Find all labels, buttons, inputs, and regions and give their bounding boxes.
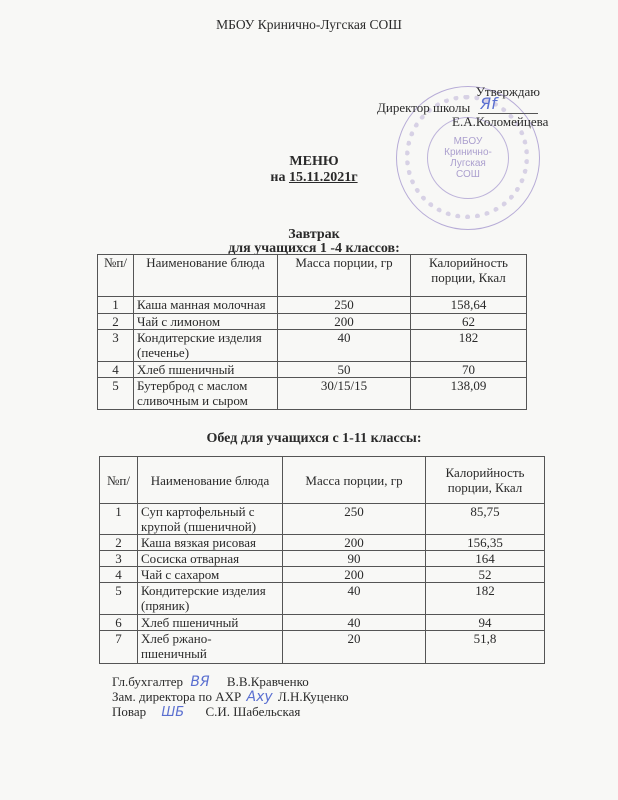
row-kcal: 158,64	[411, 297, 527, 314]
table-row	[100, 631, 545, 664]
organization-name: МБОУ Кринично-Лугская СОШ	[216, 17, 402, 32]
signature-role: Зам. директора по АХР	[112, 689, 242, 704]
menu-date-value: 15.11.2021г	[288, 170, 358, 185]
row-kcal: 62	[411, 314, 527, 330]
col-header-name: Наименование блюда	[138, 457, 283, 504]
row-kcal: 164	[426, 551, 545, 567]
col-header-name: Наименование блюда	[134, 255, 278, 297]
row-kcal: 156,35	[426, 535, 545, 551]
col-header-number: №п/	[100, 457, 138, 504]
table-row	[98, 362, 527, 378]
row-number: 2	[100, 535, 138, 551]
row-number: 4	[98, 362, 134, 378]
signature-role: Гл.бухгалтер	[112, 674, 184, 689]
breakfast-heading: Завтрак	[288, 227, 340, 242]
col-header-mass: Масса порции, гр	[283, 457, 426, 504]
row-kcal: 94	[426, 615, 545, 631]
breakfast-table	[97, 254, 527, 410]
row-mass: 40	[283, 615, 426, 631]
signature-name: Л.Н.Куценко	[277, 689, 349, 704]
stamp-line: Лугская	[450, 158, 486, 169]
menu-date	[0, 170, 618, 186]
table-row	[100, 535, 545, 551]
col-header-mass: Масса порции, гр	[278, 255, 411, 297]
row-dish: Хлеб ржано-пшеничный	[138, 631, 283, 664]
row-kcal: 51,8	[426, 631, 545, 664]
row-dish: Бутерброд с маслом сливочным и сыром	[134, 378, 278, 410]
row-dish: Каша манная молочная	[134, 297, 278, 314]
row-number: 5	[98, 378, 134, 410]
row-dish: Каша вязкая рисовая	[138, 535, 283, 551]
row-dish: Хлеб пшеничный	[138, 615, 283, 631]
row-mass: 250	[278, 297, 411, 314]
row-kcal: 138,09	[411, 378, 527, 410]
signature-role: Повар	[112, 704, 147, 719]
row-dish: Сосиска отварная	[138, 551, 283, 567]
row-kcal: 70	[411, 362, 527, 378]
signature-accountant	[112, 674, 309, 690]
table-row	[98, 314, 527, 330]
row-dish: Чай с сахаром	[138, 567, 283, 583]
director-label: Директор школы	[377, 100, 471, 115]
menu-title: МЕНЮ	[289, 154, 339, 169]
row-dish: Кондитерские изделия (пряник)	[138, 583, 283, 615]
row-kcal: 85,75	[426, 504, 545, 535]
table-row	[100, 583, 545, 615]
signature-mark: ВЯ	[190, 674, 210, 690]
table-row	[98, 378, 527, 410]
table-row	[100, 504, 545, 535]
lunch-table	[99, 456, 545, 664]
row-mass: 40	[278, 330, 411, 362]
row-mass: 30/15/15	[278, 378, 411, 410]
row-mass: 200	[283, 535, 426, 551]
row-dish: Суп картофельный с крупой (пшеничной)	[138, 504, 283, 535]
date-prefix: на	[270, 170, 286, 185]
row-number: 6	[100, 615, 138, 631]
row-number: 3	[100, 551, 138, 567]
row-dish: Кондитерские изделия (печенье)	[134, 330, 278, 362]
row-mass: 40	[283, 583, 426, 615]
lunch-heading: Обед для учащихся с 1-11 классы:	[206, 431, 422, 446]
col-header-number: №п/	[98, 255, 134, 297]
row-kcal: 182	[426, 583, 545, 615]
breakfast-subheading: для учащихся 1 -4 классов:	[228, 241, 400, 256]
row-number: 7	[100, 631, 138, 664]
director-signature: Яf	[480, 94, 497, 113]
row-number: 2	[98, 314, 134, 330]
row-kcal: 52	[426, 567, 545, 583]
table-header-row	[100, 457, 545, 504]
table-row	[100, 567, 545, 583]
row-mass: 90	[283, 551, 426, 567]
signature-cook	[112, 704, 300, 720]
row-number: 1	[98, 297, 134, 314]
signature-mark: Axy	[246, 689, 273, 705]
row-dish: Хлеб пшеничный	[134, 362, 278, 378]
row-number: 3	[98, 330, 134, 362]
table-header-row	[98, 255, 527, 297]
row-kcal: 182	[411, 330, 527, 362]
row-number: 5	[100, 583, 138, 615]
row-number: 1	[100, 504, 138, 535]
row-mass: 250	[283, 504, 426, 535]
signature-name: В.В.Кравченко	[226, 674, 309, 689]
signature-deputy	[112, 689, 349, 705]
row-mass: 20	[283, 631, 426, 664]
stamp-line: СОШ	[456, 169, 480, 180]
director-name: Е.А.Коломейцева	[452, 114, 549, 129]
row-dish: Чай с лимоном	[134, 314, 278, 330]
signature-mark: ШБ	[161, 705, 185, 720]
stamp-line: Кринично-	[444, 147, 492, 158]
table-row	[100, 551, 545, 567]
row-mass: 200	[283, 567, 426, 583]
row-mass: 200	[278, 314, 411, 330]
table-row	[98, 330, 527, 362]
col-header-kcal: Калорийность порции, Ккал	[426, 457, 545, 504]
row-number: 4	[100, 567, 138, 583]
stamp-line: МБОУ	[453, 136, 483, 147]
table-row	[98, 297, 527, 314]
signature-name: С.И. Шабельская	[205, 704, 301, 719]
row-mass: 50	[278, 362, 411, 378]
approve-label: Утверждаю	[475, 84, 540, 99]
col-header-kcal: Калорийность порции, Ккал	[411, 255, 527, 297]
table-row	[100, 615, 545, 631]
